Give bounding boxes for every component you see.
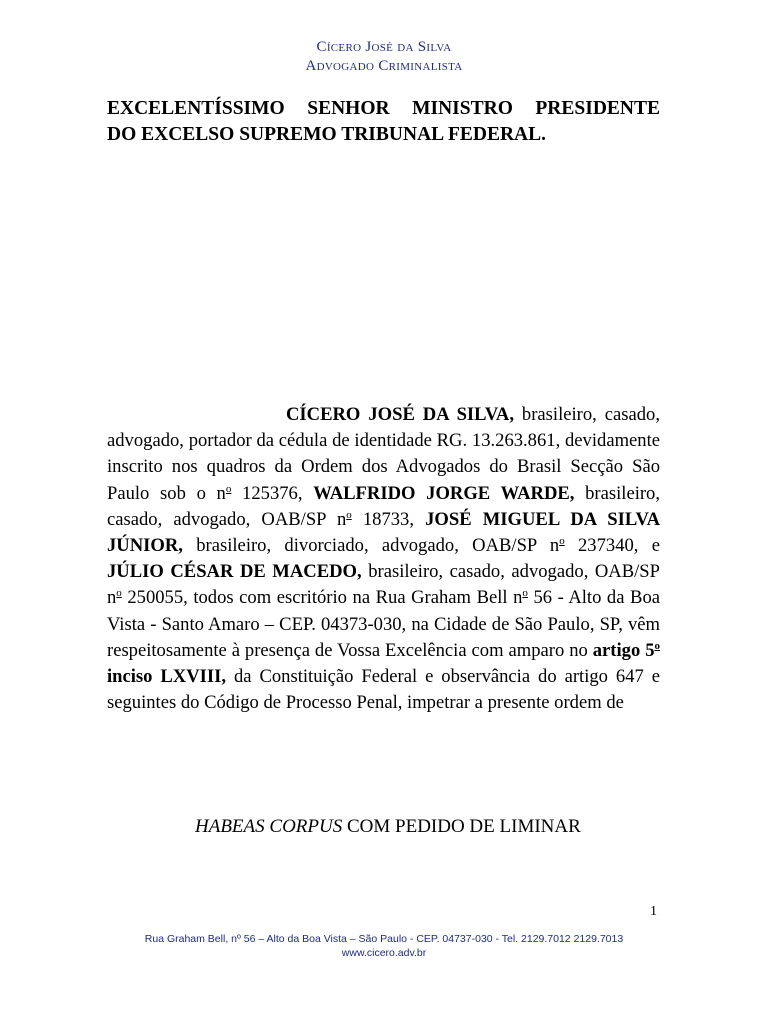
lawyer-name: Cícero José da Silva [316,39,452,55]
petitioner-name-4: JÚLIO CÉSAR DE MACEDO, [107,561,362,583]
addressee-line-2: DO EXCELSO SUPREMO TRIBUNAL FEDERAL. [107,124,547,145]
legal-article: artigo 5$^o$ inciso LXVIII, [107,639,660,688]
petition-paragraph: CÍCERO JOSÉ DA SILVA, brasileiro, casado, advogado, portador da cédula de identidade RG. 13.263.861, devidamente inscrito nos quadros da Ordem dos Advogados do Brasil Secção São Paulo sob o $n^o$ 125376, WALFRIDO JORGE WARDE, brasileiro, casado, advogado, OAB/SP $n^o$ 18733, JOSÉ MIGUEL DA SILVA JÚNIOR, brasileiro, divorciado, advogado, OAB/SP $n^o$ 237340, e JÚLIO CÉSAR DE MACEDO, brasileiro, casado, advogado, OAB/SP $n^o$ 250055, todos com escritório na Rua Graham Bell $n^o$ 56 - Alto da Boa Vista - Santo Amaro – CEP. 04373-030, na Cidade de São Paulo, SP, vêm respeitosamente à presença de Vossa Excelência com amparo no artigo 5$^o$ inciso LXVIII, da Constituição Federal e observância do artigo 647 e seguintes do Código de Processo Penal, impetrar a presente ordem de [107,404,660,714]
page-number: 1 [650,904,657,919]
petition-title-rest: COM PEDIDO DE LIMINAR [342,816,581,837]
letterhead [0,38,768,76]
petition-title [195,816,581,838]
petition-body [107,402,660,716]
addressee-line-1: EXCELENTÍSSIMO SENHOR MINISTRO PRESIDENTE [107,98,660,119]
petitioner-name-1: CÍCERO JOSÉ DA SILVA, [286,404,514,425]
petitioner-name-3: JOSÉ MIGUEL DA SILVA JÚNIOR, [107,508,660,557]
petition-title-italic: HABEAS CORPUS [195,816,343,837]
footer-website: www.cicero.adv.br [341,947,427,959]
lawyer-title: Advogado Criminalista [305,58,463,74]
addressee [107,96,660,148]
petitioner-name-2: WALFRIDO JORGE WARDE, [313,482,575,504]
footer [0,932,768,960]
footer-address: Rua Graham Bell, nº 56 – Alto da Boa Vista – São Paulo - CEP. 04737-030 - Tel. 2129.7012 2129.7013 [144,933,624,945]
